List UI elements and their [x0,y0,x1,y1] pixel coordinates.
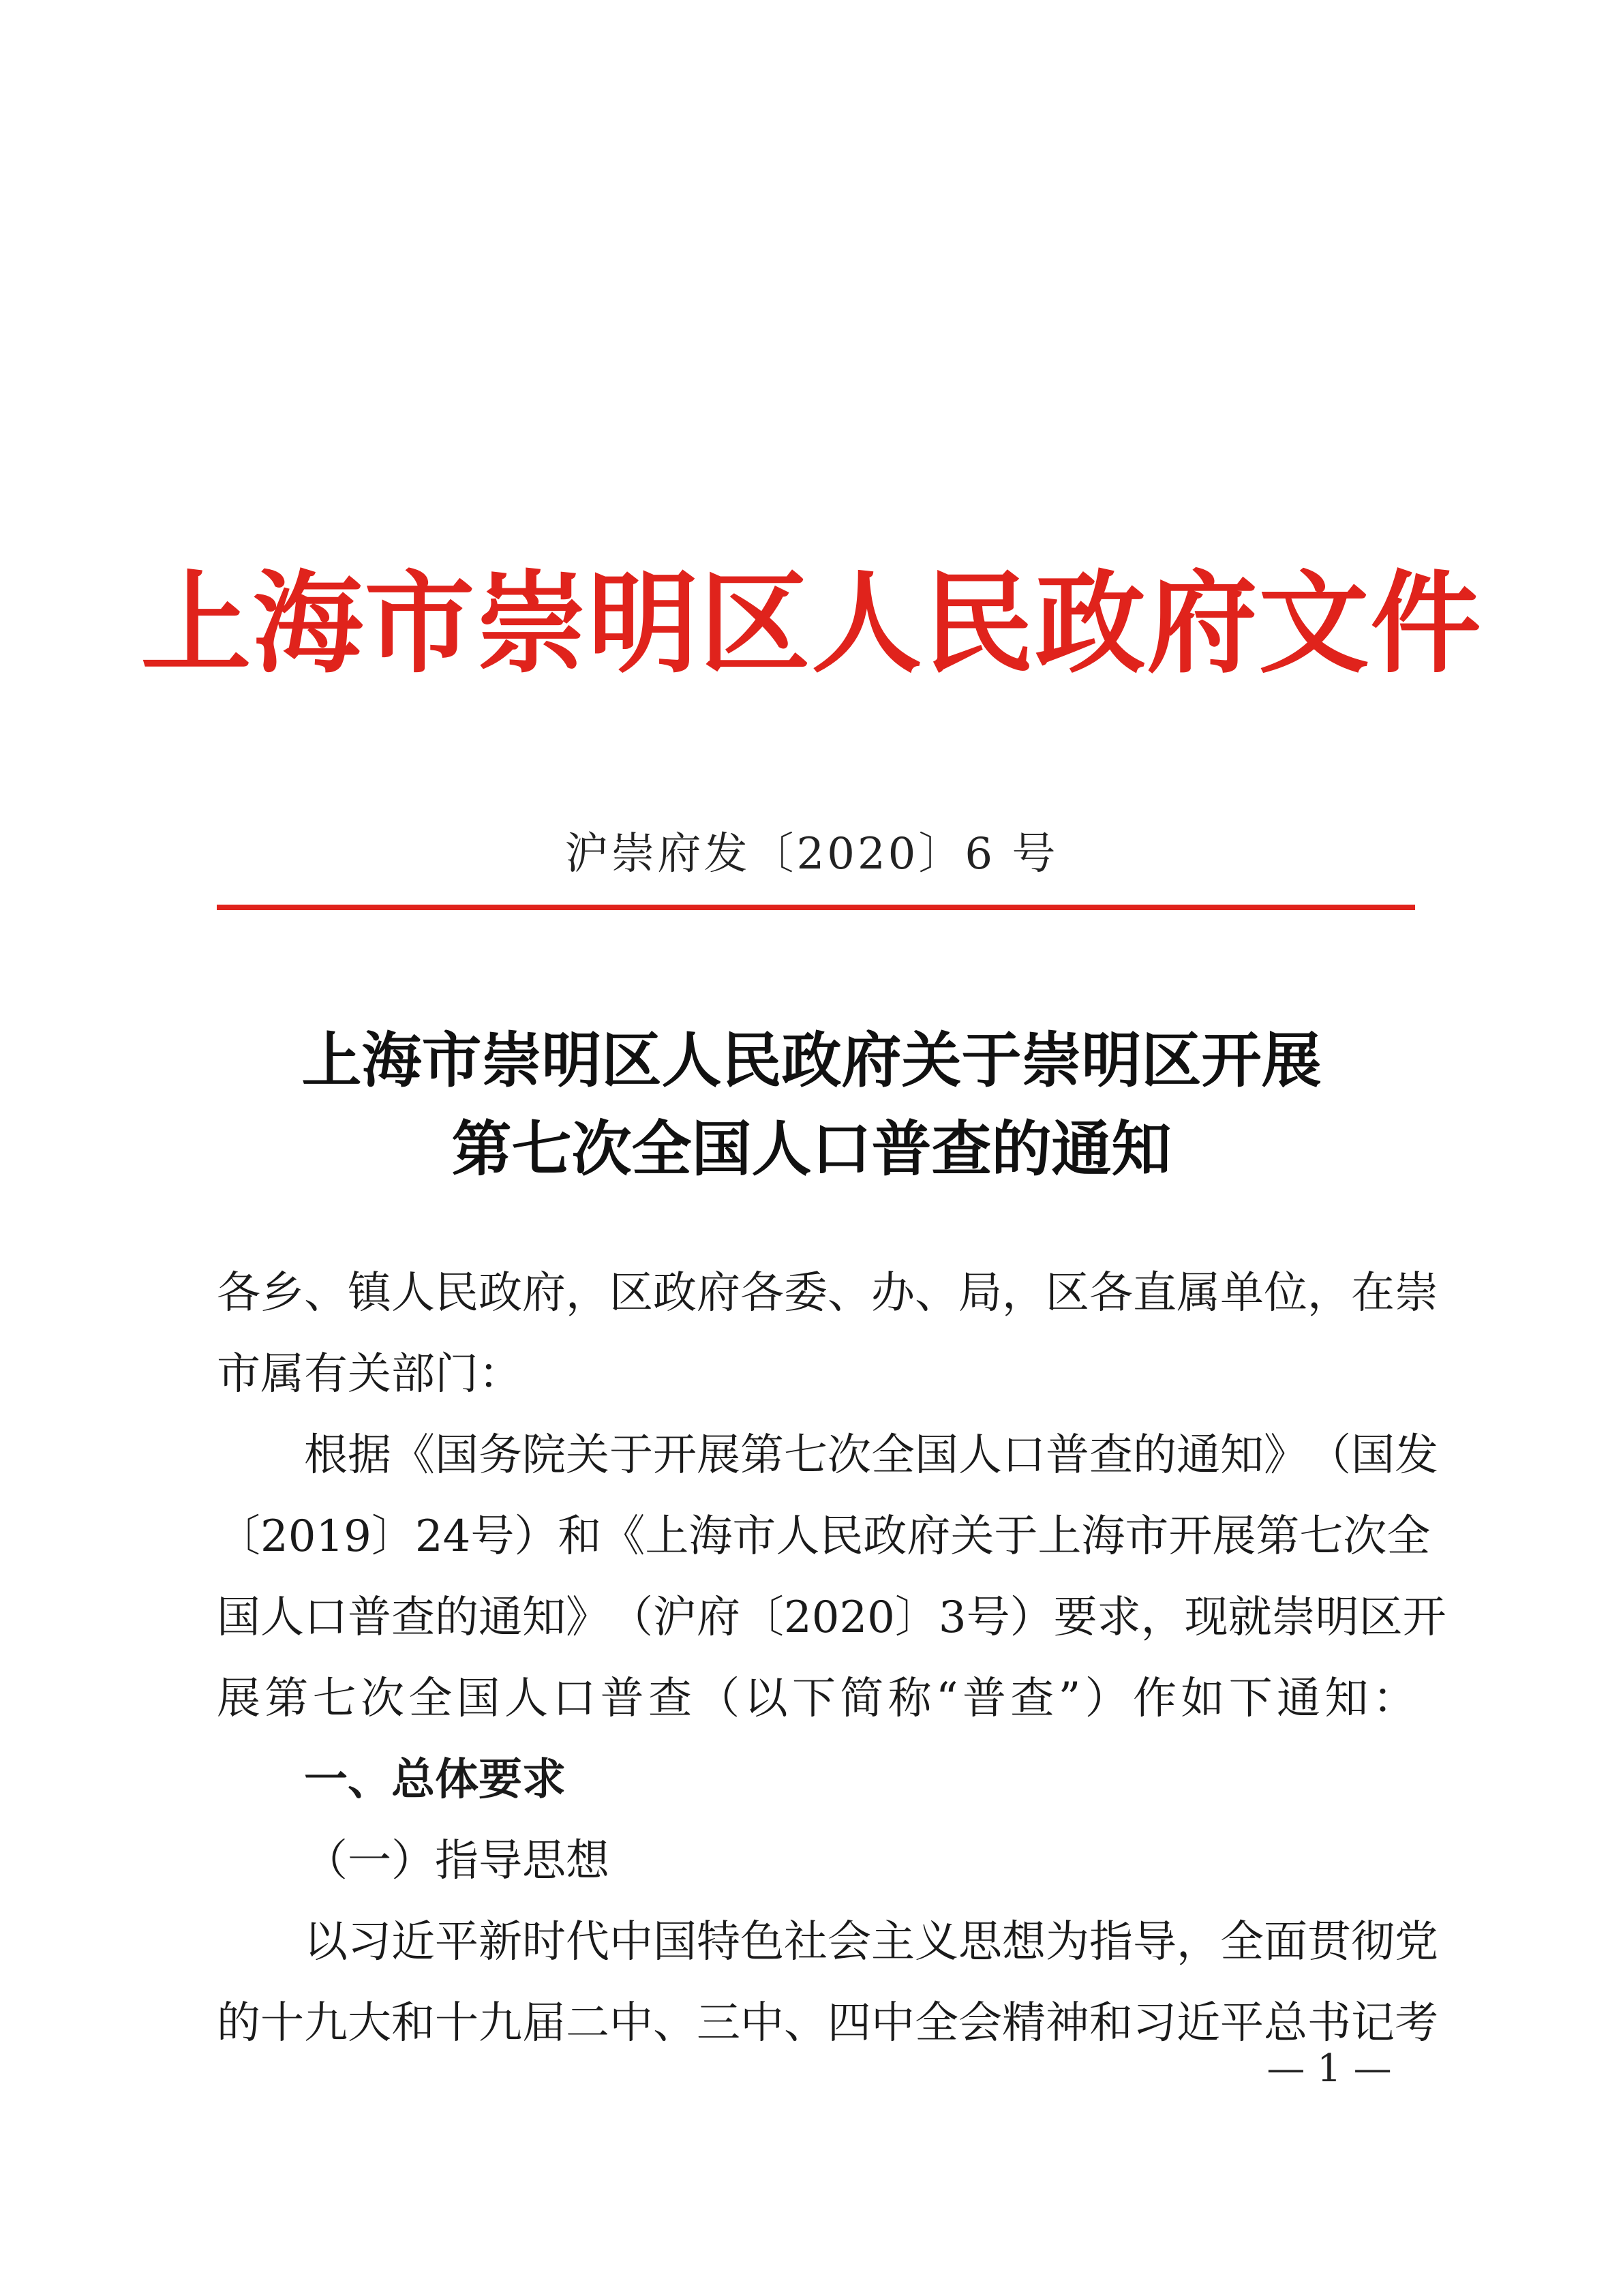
red-divider-rule [217,905,1415,910]
intro-line-3: 国 人 口 普 查 的 通 知 》 （ 沪 府 〔 2020 〕 3 号 ） 要 求 ， 现 就 崇 明 区 开 [217,1592,1446,1643]
masthead-title: 上海市崇明区人民政府文件 [140,559,1483,689]
guiding-paragraph-line-2: 的 十 九 大 和 十 九 届 二 中 、 三 中 、 四 中 全 会 精 神 和 习 近 平 总 书 记 考 [217,1998,1438,2049]
addressee-line-1: 各 乡 、 镇 人 民 政 府 ， 区 政 府 各 委 、 办 、 局 ， 区 各 直 属 单 位 ， 在 崇 [217,1268,1438,1318]
subsection-heading: （一）指导思想 [304,1836,609,1886]
intro-line-4: 展 第 七 次 全 国 人 口 普 查 （ 以 下 简 称 “ 普 查 ” ） 作 如 下 通 知 ： [217,1674,1416,1724]
intro-line-1: 根 据 《 国 务 院 关 于 开 展 第 七 次 全 国 人 口 普 查 的 通 知 》 （ 国 发 [304,1430,1438,1481]
addressee-line-2: 市属有关部门： [217,1349,522,1400]
page-number: — 1 — [1266,2046,1392,2091]
section-heading: 一、总体要求 [304,1755,566,1805]
guiding-paragraph-line-1: 以 习 近 平 新 时 代 中 国 特 色 社 会 主 义 思 想 为 指 导 ， 全 面 贯 彻 党 [304,1917,1438,1967]
notice-body [217,1253,1446,2064]
intro-line-2: 〔 2019 〕 24 号 ） 和 《 上 海 市 人 民 政 府 关 于 上 海 市 开 展 第 七 次 全 [217,1511,1431,1562]
document-number: 沪崇府发〔2020〕6 号 [564,829,1059,879]
notice-title [0,1016,1623,1193]
notice-title-line-1: 上海市崇明区人民政府关于崇明区开展 [301,1025,1322,1096]
notice-title-line-2: 第七次全国人口普查的通知 [451,1113,1172,1184]
